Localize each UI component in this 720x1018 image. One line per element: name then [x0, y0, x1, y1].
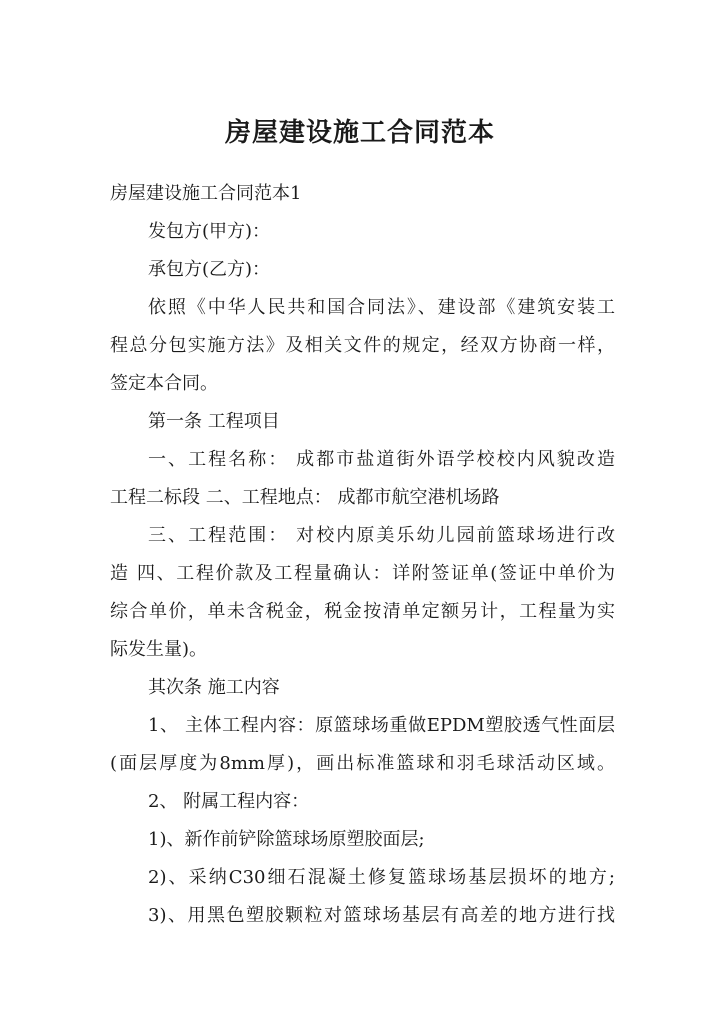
doc-line: 造 四、工程价款及工程量确认：详附签证单(签证中单价为 — [110, 563, 615, 584]
doc-line: 工程二标段 二、工程地点： 成都市航空港机场路 — [110, 487, 500, 508]
doc-line: 承包方(乙方)： — [148, 259, 271, 280]
doc-line: 3)、用黑色塑胶颗粒对篮球场基层有高差的地方进行找 — [148, 905, 615, 926]
doc-line: 2)、采纳C30细石混凝土修复篮球场基层损坏的地方; — [148, 867, 615, 888]
doc-line: 三、工程范围： 对校内原美乐幼儿园前篮球场进行改 — [148, 525, 615, 546]
doc-line: 签定本合同。 — [110, 373, 218, 394]
document-title: 房屋建设施工合同范本 — [224, 118, 495, 148]
doc-line: 发包方(甲方)： — [148, 221, 271, 242]
doc-line: 房屋建设施工合同范本1 — [110, 183, 302, 204]
doc-line: 第一条 工程项目 — [148, 411, 280, 432]
doc-line: 2、 附属工程内容： — [148, 791, 310, 812]
doc-line: 1、 主体工程内容：原篮球场重做EPDM塑胶透气性面层 — [148, 715, 615, 736]
doc-line: 其次条 施工内容 — [148, 677, 280, 698]
doc-line: 一、工程名称： 成都市盐道街外语学校校内风貌改造 — [148, 449, 615, 470]
doc-line: 综合单价，单未含税金，税金按清单定额另计，工程量为实 — [110, 601, 615, 622]
doc-line: 1)、新作前铲除篮球场原塑胶面层; — [148, 829, 425, 850]
doc-line: 依照《中华人民共和国合同法》、建设部《建筑安装工 — [148, 297, 615, 318]
doc-line: 际发生量)。 — [110, 639, 208, 660]
doc-line: 程总分包实施方法》及相关文件的规定，经双方协商一样， — [110, 335, 615, 356]
doc-line: (面层厚度为8mm厚)，画出标准篮球和羽毛球活动区域。 — [110, 753, 615, 774]
